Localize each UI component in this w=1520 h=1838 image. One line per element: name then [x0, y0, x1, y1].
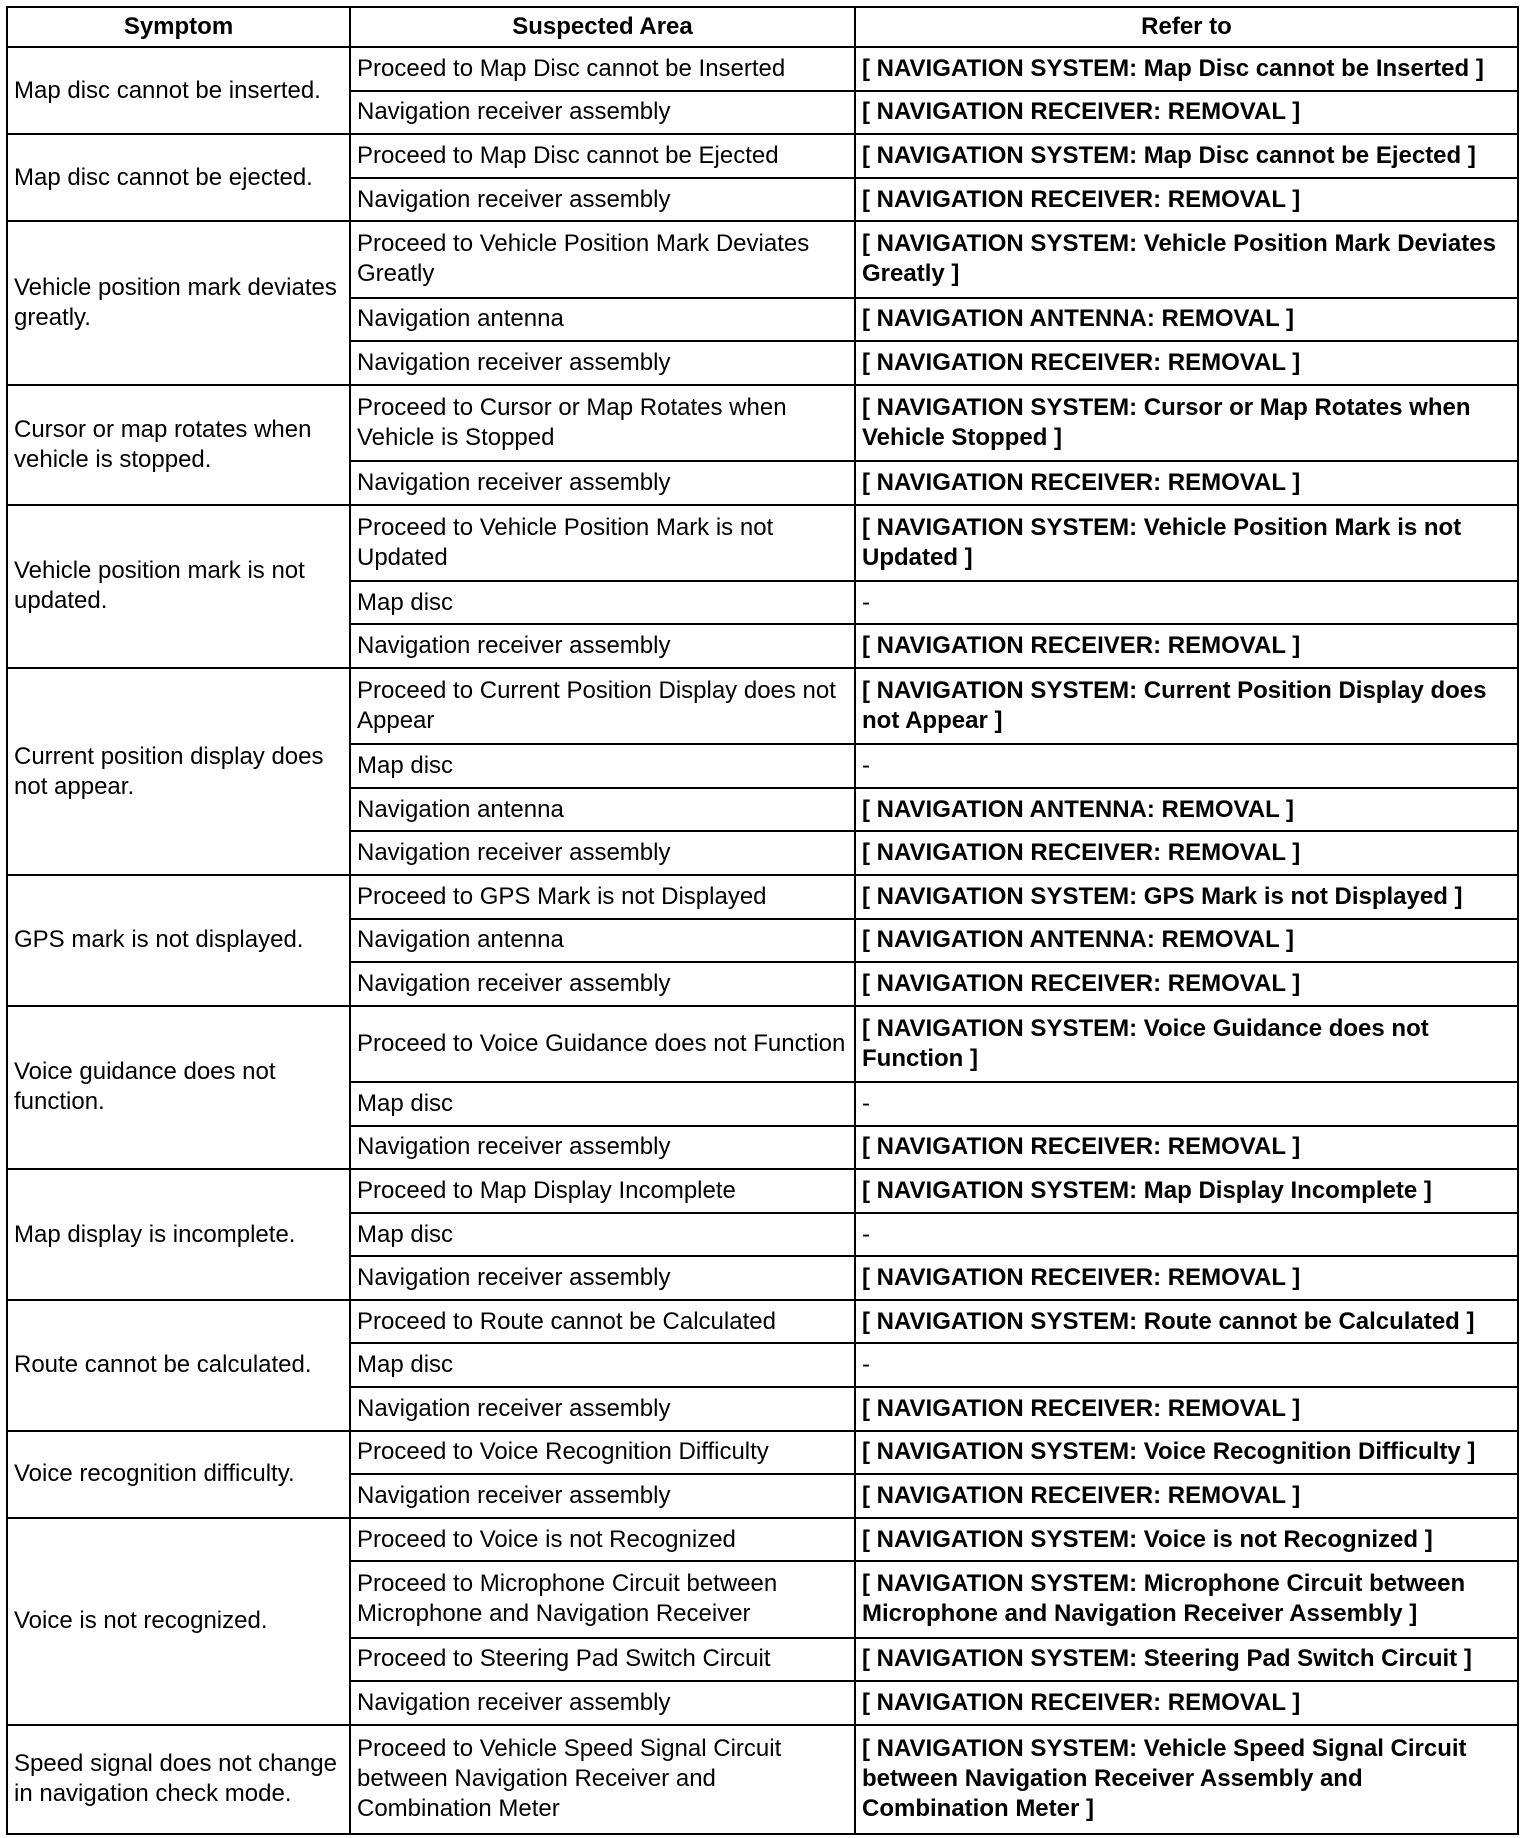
symptom-cell: Voice recognition difficulty. [7, 1431, 350, 1518]
table-row [7, 1006, 1518, 1082]
suspected-area-cell: Navigation receiver assembly [350, 341, 855, 385]
refer-to-cell: [ NAVIGATION RECEIVER: REMOVAL ] [855, 341, 1518, 385]
suspected-area-cell: Navigation receiver assembly [350, 962, 855, 1006]
suspected-area-cell: Proceed to Vehicle Position Mark is not Updated [350, 505, 855, 581]
suspected-area-cell: Navigation receiver assembly [350, 1387, 855, 1431]
refer-to-cell: [ NAVIGATION RECEIVER: REMOVAL ] [855, 1387, 1518, 1431]
table-row [7, 875, 1518, 919]
refer-to-cell: - [855, 1213, 1518, 1257]
refer-to-cell: [ NAVIGATION SYSTEM: Map Disc cannot be Ejected ] [855, 134, 1518, 178]
suspected-area-cell: Map disc [350, 1082, 855, 1126]
refer-to-cell: [ NAVIGATION SYSTEM: Voice is not Recognized ] [855, 1518, 1518, 1562]
suspected-area-cell: Proceed to Vehicle Speed Signal Circuit between Navigation Receiver and Combination Meter [350, 1725, 855, 1834]
suspected-area-cell: Navigation receiver assembly [350, 1126, 855, 1170]
suspected-area-cell: Navigation receiver assembly [350, 178, 855, 222]
refer-to-cell: [ NAVIGATION SYSTEM: Map Disc cannot be Inserted ] [855, 47, 1518, 91]
refer-to-cell: [ NAVIGATION SYSTEM: Cursor or Map Rotates when Vehicle Stopped ] [855, 385, 1518, 461]
refer-to-cell: [ NAVIGATION RECEIVER: REMOVAL ] [855, 1256, 1518, 1300]
table-row [7, 134, 1518, 178]
symptom-cell: GPS mark is not displayed. [7, 875, 350, 1006]
suspected-area-cell: Map disc [350, 581, 855, 625]
suspected-area-cell: Navigation receiver assembly [350, 91, 855, 135]
suspected-area-cell: Proceed to Voice Guidance does not Function [350, 1006, 855, 1082]
table-row [7, 668, 1518, 744]
refer-to-cell: [ NAVIGATION SYSTEM: Vehicle Position Mark Deviates Greatly ] [855, 221, 1518, 297]
suspected-area-cell: Proceed to GPS Mark is not Displayed [350, 875, 855, 919]
suspected-area-cell: Proceed to Steering Pad Switch Circuit [350, 1638, 855, 1682]
suspected-area-cell: Navigation receiver assembly [350, 1256, 855, 1300]
symptom-cell: Speed signal does not change in navigation check mode. [7, 1725, 350, 1834]
symptom-cell: Map disc cannot be inserted. [7, 47, 350, 134]
refer-to-cell: - [855, 581, 1518, 625]
suspected-area-cell: Proceed to Current Position Display does not Appear [350, 668, 855, 744]
refer-to-cell: [ NAVIGATION ANTENNA: REMOVAL ] [855, 919, 1518, 963]
symptom-cell: Current position display does not appear. [7, 668, 350, 875]
symptom-cell: Map display is incomplete. [7, 1169, 350, 1300]
table-row [7, 1725, 1518, 1834]
header-symptom: Symptom [7, 7, 350, 47]
suspected-area-cell: Navigation receiver assembly [350, 1681, 855, 1725]
table-row [7, 1431, 1518, 1475]
refer-to-cell: [ NAVIGATION RECEIVER: REMOVAL ] [855, 178, 1518, 222]
refer-to-cell: [ NAVIGATION RECEIVER: REMOVAL ] [855, 461, 1518, 505]
table-row [7, 385, 1518, 461]
refer-to-cell: [ NAVIGATION RECEIVER: REMOVAL ] [855, 962, 1518, 1006]
refer-to-cell: [ NAVIGATION RECEIVER: REMOVAL ] [855, 624, 1518, 668]
suspected-area-cell: Proceed to Map Disc cannot be Ejected [350, 134, 855, 178]
suspected-area-cell: Navigation receiver assembly [350, 461, 855, 505]
suspected-area-cell: Navigation antenna [350, 919, 855, 963]
suspected-area-cell: Proceed to Voice Recognition Difficulty [350, 1431, 855, 1475]
refer-to-cell: - [855, 1343, 1518, 1387]
suspected-area-cell: Map disc [350, 1213, 855, 1257]
suspected-area-cell: Proceed to Microphone Circuit between Microphone and Navigation Receiver [350, 1561, 855, 1637]
suspected-area-cell: Navigation antenna [350, 298, 855, 342]
refer-to-cell: [ NAVIGATION RECEIVER: REMOVAL ] [855, 1474, 1518, 1518]
refer-to-cell: [ NAVIGATION SYSTEM: Current Position Display does not Appear ] [855, 668, 1518, 744]
symptom-cell: Map disc cannot be ejected. [7, 134, 350, 221]
suspected-area-cell: Proceed to Cursor or Map Rotates when Vehicle is Stopped [350, 385, 855, 461]
symptom-cell: Cursor or map rotates when vehicle is stopped. [7, 385, 350, 505]
header-refer-to: Refer to [855, 7, 1518, 47]
header-row [7, 7, 1518, 47]
refer-to-cell: [ NAVIGATION SYSTEM: Voice Recognition Difficulty ] [855, 1431, 1518, 1475]
refer-to-cell: [ NAVIGATION RECEIVER: REMOVAL ] [855, 91, 1518, 135]
refer-to-cell: [ NAVIGATION SYSTEM: GPS Mark is not Displayed ] [855, 875, 1518, 919]
refer-to-cell: [ NAVIGATION SYSTEM: Vehicle Speed Signal Circuit between Navigation Receiver Assembly and Combination Meter ] [855, 1725, 1518, 1834]
refer-to-cell: [ NAVIGATION RECEIVER: REMOVAL ] [855, 1681, 1518, 1725]
table-row [7, 1518, 1518, 1562]
header-suspected-area: Suspected Area [350, 7, 855, 47]
symptom-cell: Voice guidance does not function. [7, 1006, 350, 1169]
table-row [7, 47, 1518, 91]
symptom-cell: Vehicle position mark is not updated. [7, 505, 350, 668]
refer-to-cell: [ NAVIGATION RECEIVER: REMOVAL ] [855, 1126, 1518, 1170]
table-body [7, 47, 1518, 1834]
suspected-area-cell: Navigation receiver assembly [350, 624, 855, 668]
table-row [7, 505, 1518, 581]
suspected-area-cell: Proceed to Map Display Incomplete [350, 1169, 855, 1213]
refer-to-cell: [ NAVIGATION SYSTEM: Route cannot be Calculated ] [855, 1300, 1518, 1344]
refer-to-cell: [ NAVIGATION SYSTEM: Microphone Circuit between Microphone and Navigation Receiver Assembly ] [855, 1561, 1518, 1637]
suspected-area-cell: Proceed to Route cannot be Calculated [350, 1300, 855, 1344]
table-row [7, 1169, 1518, 1213]
suspected-area-cell: Proceed to Voice is not Recognized [350, 1518, 855, 1562]
suspected-area-cell: Proceed to Vehicle Position Mark Deviates Greatly [350, 221, 855, 297]
table-row [7, 221, 1518, 297]
suspected-area-cell: Map disc [350, 744, 855, 788]
symptom-cell: Voice is not recognized. [7, 1518, 350, 1725]
suspected-area-cell: Navigation receiver assembly [350, 1474, 855, 1518]
suspected-area-cell: Navigation receiver assembly [350, 831, 855, 875]
refer-to-cell: [ NAVIGATION RECEIVER: REMOVAL ] [855, 831, 1518, 875]
refer-to-cell: - [855, 1082, 1518, 1126]
refer-to-cell: [ NAVIGATION SYSTEM: Steering Pad Switch Circuit ] [855, 1638, 1518, 1682]
refer-to-cell: [ NAVIGATION SYSTEM: Vehicle Position Mark is not Updated ] [855, 505, 1518, 581]
refer-to-cell: [ NAVIGATION SYSTEM: Voice Guidance does not Function ] [855, 1006, 1518, 1082]
symptom-cell: Route cannot be calculated. [7, 1300, 350, 1431]
refer-to-cell: [ NAVIGATION SYSTEM: Map Display Incomplete ] [855, 1169, 1518, 1213]
suspected-area-cell: Navigation antenna [350, 788, 855, 832]
refer-to-cell: - [855, 744, 1518, 788]
refer-to-cell: [ NAVIGATION ANTENNA: REMOVAL ] [855, 298, 1518, 342]
suspected-area-cell: Proceed to Map Disc cannot be Inserted [350, 47, 855, 91]
suspected-area-cell: Map disc [350, 1343, 855, 1387]
symptom-table [6, 6, 1519, 1835]
table-row [7, 1300, 1518, 1344]
symptom-cell: Vehicle position mark deviates greatly. [7, 221, 350, 384]
refer-to-cell: [ NAVIGATION ANTENNA: REMOVAL ] [855, 788, 1518, 832]
